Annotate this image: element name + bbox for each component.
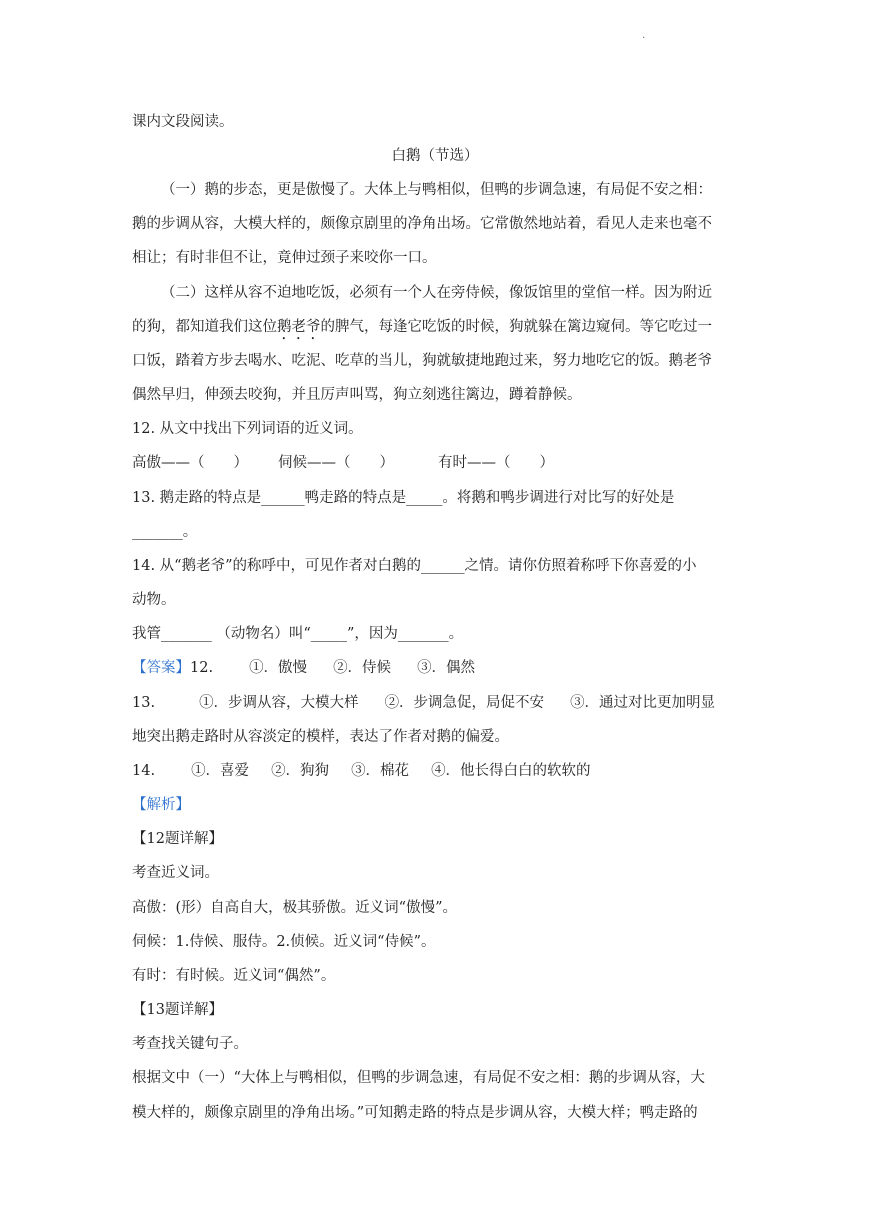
answer-num: 14. [132, 763, 156, 779]
question-14-fill: 我管_______ （动物名）叫“_____”，因为_______。 [132, 626, 464, 642]
answer-item: ①．步调从容，大模大样 [199, 695, 359, 711]
answer-tag: 【答案】 [132, 660, 190, 676]
passage-p1-line: （一）鹅的步态，更是傲慢了。大体上与鸭相似，但鸭的步调急速，有局促不安之相： [161, 182, 712, 198]
answer-item: ②．狗狗 [271, 763, 330, 779]
analysis-12-line: 高傲：(形）自高自大，极其骄傲。近义词“傲慢”。 [132, 900, 457, 916]
section-intro: 课内文段阅读。 [132, 114, 234, 130]
answer-item: ③．通过对比更加明显 [570, 695, 716, 711]
answer-14 [132, 761, 738, 781]
analysis-12-heading: 【12题详解】 [132, 831, 223, 847]
emphasized-word: 鹅老爷 [277, 319, 321, 335]
passage-p2-line: （二）这样从容不迫地吃饭，必须有一个人在旁侍候，像饭馆里的堂倌一样。因为附近 [161, 285, 712, 301]
analysis-13-line: 根据文中（一）“大体上与鸭相似，但鸭的步调急速，有局促不安之相：鹅的步调从容，大 [132, 1070, 705, 1086]
q12-item: 伺候——（ ） [278, 455, 394, 471]
analysis-13-heading: 【13题详解】 [132, 1002, 223, 1018]
analysis-tag: 【解析】 [132, 797, 190, 813]
answer-item: ①．喜爱 [191, 763, 250, 779]
answer-item: ④．他长得白白的软软的 [431, 763, 591, 779]
passage-p2-line: 偶然早归，伸颈去咬狗，并且厉声叫骂，狗立刻逃往篱边，蹲着静候。 [132, 387, 582, 403]
analysis-13-line: 考查找关键句子。 [132, 1036, 248, 1052]
passage-p2-line: 口饭，踏着方步去喝水、吃泥、吃草的当儿，狗就敏捷地跑过来，努力地吃它的饭。鹅老爷 [132, 353, 712, 369]
analysis-12-line: 考查近义词。 [132, 865, 219, 881]
answer-item: ①．傲慢 [249, 660, 308, 676]
analysis-13-line: 模大样的，颇像京剧里的净角出场。”可知鹅走路的特点是步调从容，大模大样；鸭走路的 [132, 1105, 698, 1121]
question-14-cont: 动物。 [132, 592, 176, 608]
analysis-12-line: 有时：有时候。近义词“偶然”。 [132, 968, 336, 984]
question-13-cont: _______。 [132, 524, 198, 540]
answer-12 [132, 658, 738, 678]
question-13: 13. 鹅走路的特点是______鸭走路的特点是_____。将鹅和鸭步调进行对比写的好处是 [132, 490, 675, 506]
question-12: 12. 从文中找出下列词语的近义词。 [132, 421, 363, 437]
passage-p1-line: 相让；有时非但不让，竟伸过颈子来咬你一口。 [132, 250, 437, 266]
question-14: 14. 从“鹅老爷”的称呼中，可见作者对白鹅的______之情。请你仿照着称呼下你喜爱的小 [132, 558, 697, 574]
question-12-items [132, 453, 738, 473]
passage-text: 的狗，都知道我们这位 [132, 319, 277, 335]
passage-p1-line: 鹅的步调从容，大模大样的，颇像京剧里的净角出场。它常傲然地站着，看见人走来也毫不 [132, 216, 712, 232]
passage-p2-line [132, 317, 738, 343]
q12-item: 有时——（ ） [438, 455, 554, 471]
answer-item: ③．偶然 [417, 660, 476, 676]
q12-item: 高傲——（ ） [132, 455, 248, 471]
answer-item: ③．棉花 [351, 763, 410, 779]
answer-13 [132, 693, 738, 713]
answer-item: ②．侍候 [333, 660, 392, 676]
answer-num: 12. [190, 660, 214, 676]
passage-title: 白鹅（节选） [391, 148, 479, 164]
analysis-12-line: 伺候：1.侍候、服侍。2.侦候。近义词“侍候”。 [132, 934, 436, 950]
passage-text: 的脾气，每逢它吃饭的时候，狗就躲在篱边窥伺。等它吃过一 [320, 319, 712, 335]
answer-item: ②．步调急促，局促不安 [384, 695, 545, 711]
answer-13-cont: 地突出鹅走路时从容淡定的模样，表达了作者对鹅的偏爱。 [132, 729, 509, 745]
answer-num: 13. [132, 695, 156, 711]
corner-mark: . [642, 30, 646, 41]
